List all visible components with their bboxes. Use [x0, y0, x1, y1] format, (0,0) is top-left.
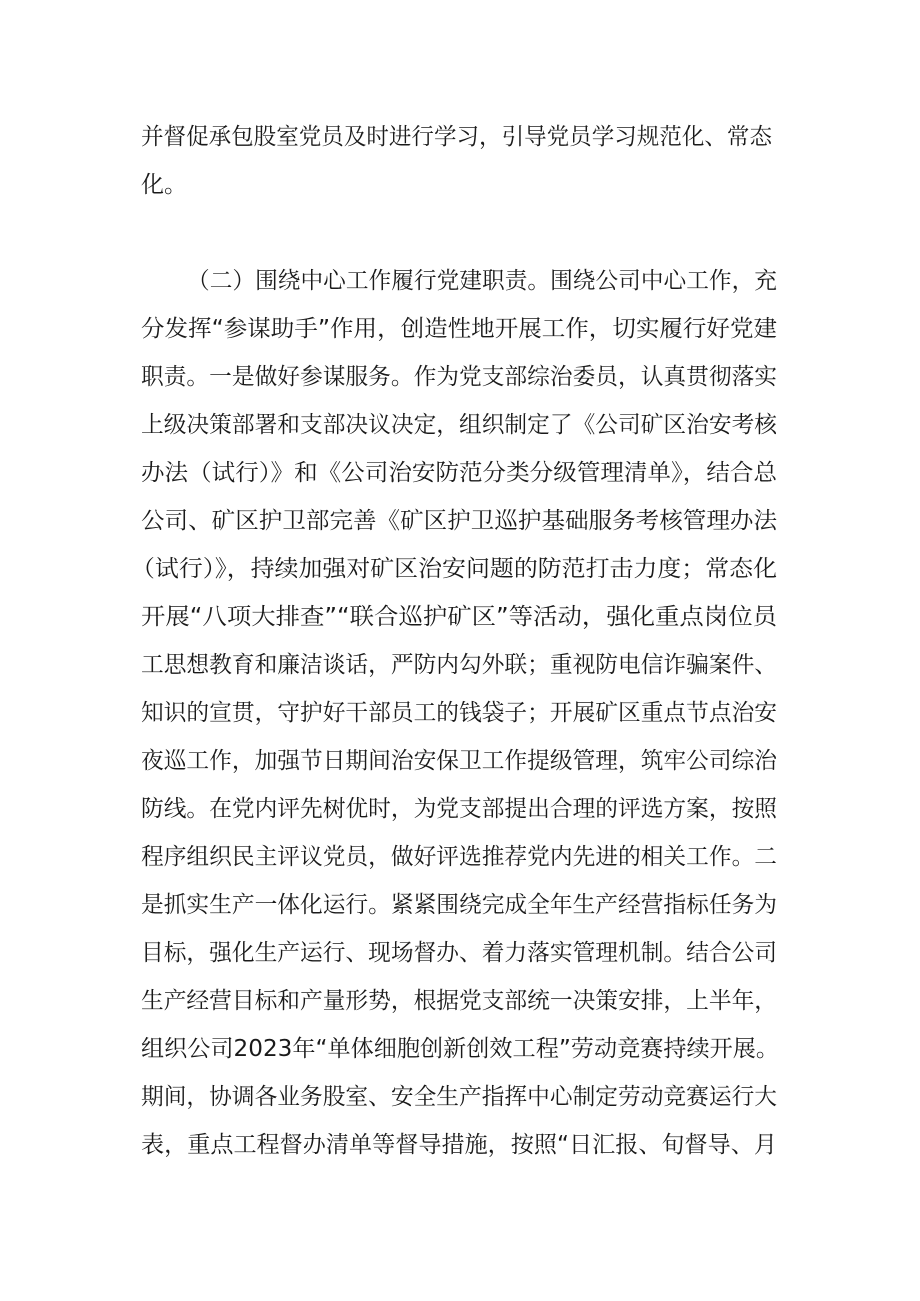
paragraph-2-line-7: （试行）》，持续加强对矿区治安问题的防范打击力度；常态化: [131, 556, 777, 582]
paragraph-2-line-13: 程序组织民主评议党员，做好评选推荐党内先进的相关工作。二: [141, 844, 777, 870]
paragraph-1-line-1: 并督促承包股室党员及时进行学习，引导党员学习规范化、常态: [141, 124, 772, 150]
paragraph-2-line-9: 工思想教育和廉洁谈话，严防内勾外联；重视防电信诈骗案件、: [141, 652, 777, 678]
paragraph-2-line-19: 表，重点工程督办清单等督导措施，按照“日汇报、旬督导、月: [141, 1132, 777, 1158]
paragraph-2-line-4: 上级决策部署和支部决议决定，组织制定了《公司矿区治安考核: [141, 412, 777, 438]
paragraph-2-line-17: 组织公司2023年“单体细胞创新创效工程”劳动竞赛持续开展。: [141, 1036, 779, 1062]
paragraph-2-line-12: 防线。在党内评先树优时，为党支部提出合理的评选方案，按照: [141, 796, 777, 822]
paragraph-2-line-10: 知识的宣贯，守护好干部员工的钱袋子；开展矿区重点节点治安: [141, 700, 777, 726]
paragraph-2-line-3: 职责。一是做好参谋服务。作为党支部综治委员，认真贯彻落实: [141, 364, 777, 390]
paragraph-2-line-11: 夜巡工作，加强节日期间治安保卫工作提级管理，筑牢公司综治: [141, 748, 777, 774]
paragraph-2-line-5: 办法（试行）》和《公司治安防范分类分级管理清单》，结合总: [141, 460, 777, 486]
paragraph-2-line-2: 分发挥“参谋助手”作用，创造性地开展工作，切实履行好党建: [141, 316, 777, 342]
paragraph-2-line-1: （二）围绕中心工作履行党建职责。围绕公司中心工作，充: [187, 268, 777, 294]
paragraph-2-line-8: 开展“八项大排查”“联合巡护矿区”等活动，强化重点岗位员: [141, 604, 777, 630]
paragraph-2-line-16: 生产经营目标和产量形势，根据党支部统一决策安排，上半年，: [141, 988, 777, 1014]
paragraph-2-line-18: 期间，协调各业务股室、安全生产指挥中心制定劳动竞赛运行大: [141, 1084, 777, 1110]
paragraph-2-line-14: 是抓实生产一体化运行。紧紧围绕完成全年生产经营指标任务为: [141, 892, 777, 918]
paragraph-2-line-6: 公司、矿区护卫部完善《矿区护卫巡护基础服务考核管理办法: [141, 508, 777, 534]
paragraph-2-line-15: 目标，强化生产运行、现场督办、着力落实管理机制。结合公司: [141, 940, 777, 966]
paragraph-1-line-2: 化。: [141, 172, 187, 198]
